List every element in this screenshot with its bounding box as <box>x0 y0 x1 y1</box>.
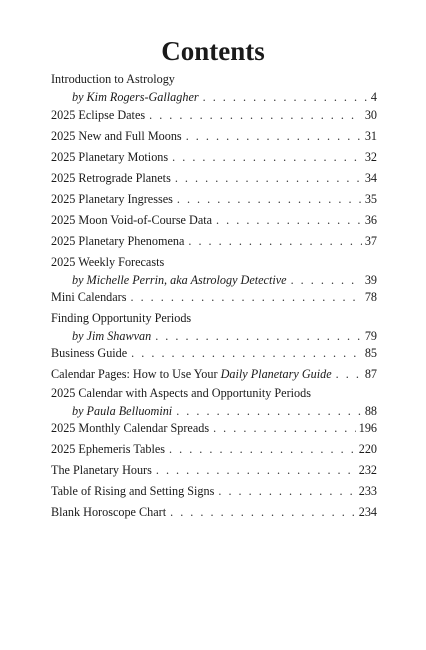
toc-entry <box>51 106 377 124</box>
dot-leader <box>131 344 362 362</box>
toc-entry <box>51 440 377 458</box>
dot-leader <box>170 503 356 521</box>
toc-entry <box>51 365 377 383</box>
toc-entry-page: 79 <box>364 329 377 343</box>
toc-entry-page: 34 <box>364 171 377 185</box>
toc-entry <box>51 127 377 145</box>
toc-entry-page: 85 <box>364 346 377 360</box>
toc-entry-author: by Jim Shawvan <box>72 329 152 343</box>
dot-leader <box>218 482 355 500</box>
toc-entry-page: 220 <box>358 442 377 456</box>
toc-entry-title: Table of Rising and Setting Signs <box>51 484 215 498</box>
toc-entry-title: 2025 Retrograde Planets <box>51 171 171 185</box>
toc-entry <box>51 190 377 208</box>
dot-leader <box>155 327 362 345</box>
toc-entry-title: 2025 New and Full Moons <box>51 129 182 143</box>
toc-entry-page: 36 <box>364 213 377 227</box>
toc-entry <box>51 309 377 345</box>
toc-entry-title: 2025 Eclipse Dates <box>51 108 146 122</box>
toc-entry <box>51 148 377 166</box>
toc-entry <box>51 503 377 521</box>
page-title: Contents <box>161 36 265 66</box>
dot-leader <box>156 461 356 479</box>
toc-entry-page: 232 <box>358 463 377 477</box>
toc-entry <box>51 232 377 250</box>
dot-leader <box>336 365 362 383</box>
toc-entry-page: 87 <box>364 367 377 381</box>
toc-entry-page: 39 <box>364 273 377 287</box>
dot-leader <box>172 148 362 166</box>
toc-entry-page: 37 <box>364 234 377 248</box>
toc-entry-title: 2025 Calendar with Aspects and Opportunity Periods <box>51 386 311 400</box>
toc-entry-page: 196 <box>358 421 377 435</box>
toc-entry-page: 4 <box>370 90 377 104</box>
toc-entry <box>51 482 377 500</box>
toc-entry-title: 2025 Monthly Calendar Spreads <box>51 421 210 435</box>
toc-entry <box>51 384 377 420</box>
toc-entry <box>51 419 377 437</box>
toc-entry <box>51 253 377 289</box>
dot-leader <box>149 106 362 124</box>
toc-entry <box>51 70 377 106</box>
toc-entry <box>51 288 377 306</box>
dot-leader <box>175 169 362 187</box>
toc-entry-page: 78 <box>364 290 377 304</box>
dot-leader <box>130 288 361 306</box>
toc-entry-page: 88 <box>364 404 377 418</box>
toc-entry-page: 30 <box>364 108 377 122</box>
toc-entry-title: 2025 Planetary Phenomena <box>51 234 185 248</box>
toc-entry-title: Finding Opportunity Periods <box>51 311 192 325</box>
dot-leader <box>186 127 362 145</box>
toc-entry-title: Blank Horoscope Chart <box>51 505 167 519</box>
toc-entry-title: 2025 Ephemeris Tables <box>51 442 166 456</box>
toc-entry-title: Business Guide <box>51 346 128 360</box>
toc-entry-title: Calendar Pages: How to Use Your Daily Planetary Guide <box>51 367 332 381</box>
toc-entry <box>51 169 377 187</box>
toc-entry-author: by Paula Belluomini <box>72 404 173 418</box>
dot-leader <box>213 419 356 437</box>
toc-entry-page: 31 <box>364 129 377 143</box>
toc-entry-title: 2025 Weekly Forecasts <box>51 255 165 269</box>
toc-entry-author: by Michelle Perrin, aka Astrology Detective <box>72 273 287 287</box>
dot-leader <box>188 232 361 250</box>
toc-entry-title: Mini Calendars <box>51 290 127 304</box>
toc-entry <box>51 461 377 479</box>
toc-entry-title: Introduction to Astrology <box>51 72 175 86</box>
dot-leader <box>291 271 362 289</box>
toc-entry-title: The Planetary Hours <box>51 463 152 477</box>
dot-leader <box>216 211 362 229</box>
toc-entry-page: 35 <box>364 192 377 206</box>
dot-leader <box>176 402 362 420</box>
toc-entry-author: by Kim Rogers-Gallagher <box>72 90 199 104</box>
toc-entry-page: 233 <box>358 484 377 498</box>
toc-entry-title: 2025 Planetary Ingresses <box>51 192 173 206</box>
dot-leader <box>169 440 356 458</box>
toc-entry-title-italic: Daily Planetary Guide <box>220 367 332 381</box>
toc-entry-title: 2025 Moon Void-of-Course Data <box>51 213 213 227</box>
dot-leader <box>177 190 362 208</box>
toc-entry <box>51 344 377 362</box>
toc-entry-title: 2025 Planetary Motions <box>51 150 169 164</box>
dot-leader <box>203 88 368 106</box>
toc-entry-page: 32 <box>364 150 377 164</box>
toc-entry-page: 234 <box>358 505 377 519</box>
toc-entry <box>51 211 377 229</box>
